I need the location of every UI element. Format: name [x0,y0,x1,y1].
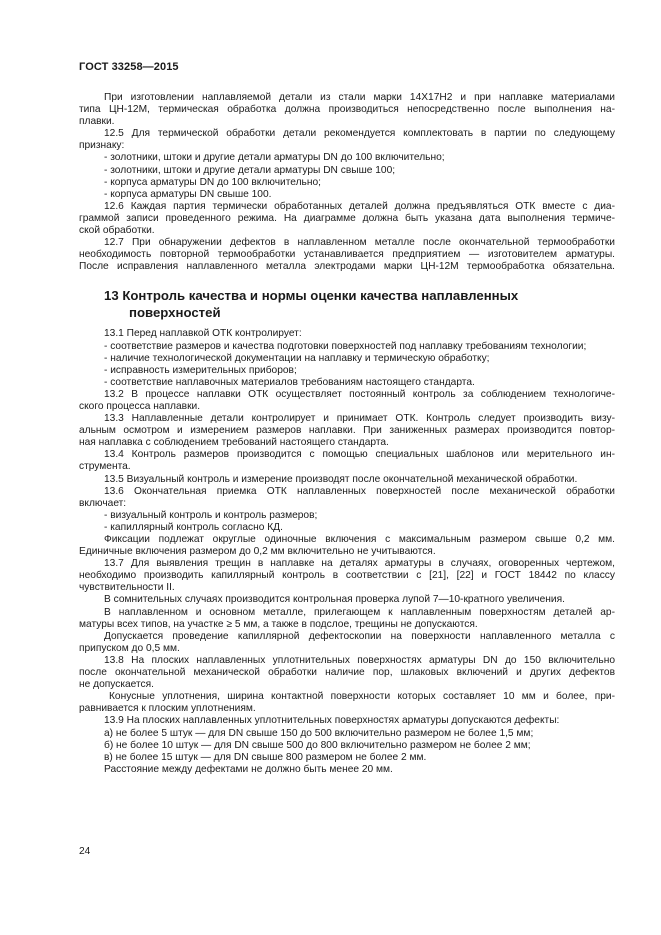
document-header: ГОСТ 33258—2015 [79,61,179,73]
text-line: чувствительности II. [79,582,175,594]
text-line: матуры всех типов, на участке ≥ 5 мм, а также в подслое, трещины не допускаются. [79,618,478,630]
text-line: Конусные уплотнения, ширина контактной поверхности которых составляет 10 мм и более, при- [109,691,615,703]
text-line: После исправления наплавленного металла электродами марки ЦН-12М термообработка обязательна. [79,261,615,273]
list-item: - соответствие размеров и качества подготовки поверхностей под наплавку требованиям технологии; [104,340,587,352]
text-line: При изготовлении наплавляемой детали из стали марки 14Х17Н2 и при наплавке материалами [104,92,615,103]
text-line: 13.1 Перед наплавкой ОТК контролирует: [104,328,302,340]
text-line: 12.7 При обнаружении дефектов в наплавленном металле после окончательной термообработки [104,237,615,249]
text-line: 13.5 Визуальный контроль и измерение производят после окончательной механической обработки. [104,473,578,485]
list-item: а) не более 5 штук — для DN свыше 150 до 500 включительно размером не более 1,5 мм; [104,727,534,739]
text-line: ской обработки. [79,225,155,237]
text-line: Фиксации подлежат округлые одиночные включения с максимальным размером свыше 0,2 мм. [104,534,615,545]
text-line: необходимо производить капиллярный контроль в соответствии с [21], [22] и ГОСТ 18442 по классу [79,570,615,582]
text-line: 13.3 Наплавленные детали контролирует и принимает ОТК. Контроль следует производить визу- [104,413,615,425]
text-line: граммой записи проведенного режима. На диаграмме должна быть указана дата выполнения термиче- [79,212,615,224]
list-item: - корпуса арматуры DN до 100 включительно; [104,176,321,188]
section-heading [79,287,615,321]
text-line: равнивается к плоским уплотнениям. [79,703,256,715]
list-item: - корпуса арматуры DN свыше 100. [104,188,272,200]
text-line: В наплавленном и основном металле, прилегающем к наплавленным поверхностям деталей ар- [104,606,615,618]
text-line: 13.9 На плоских наплавленных уплотнительных поверхностях арматуры допускаются дефекты: [104,715,560,727]
text-line: Допускается проведение капиллярной дефектоскопии на поверхности наплавленного металла с [104,630,615,642]
text-line: Единичные включения размером до 0,2 мм включительно не учитываются. [79,546,436,558]
text-line: альным осмотром и измерением размеров наплавки. При заниженных размерах производится повтор- [79,425,615,437]
text-line: признаку: [79,140,125,152]
text-line: Расстояние между дефектами не должно быть менее 20 мм. [104,763,393,775]
text-line: 13.4 Контроль размеров производится с помощью специальных шаблонов или мерительного ин- [104,449,615,461]
section-title-line: 13 Контроль качества и нормы оценки качества наплавленных [104,288,519,304]
list-item: б) не более 10 штук — для DN свыше 500 до 800 включительно размером не более 2 мм; [104,739,531,751]
list-item: - капиллярный контроль согласно КД. [104,521,283,533]
list-item: - наличие технологической документации на наплавку и термическую обработку; [104,352,490,364]
text-line: ная наплавка с соблюдением требований настоящего стандарта. [79,437,389,449]
list-item: - исправность измерительных приборов; [104,364,297,376]
text-line: 12.5 Для термической обработки детали рекомендуется комплектовать в партии по следующему [104,128,615,140]
list-item: - золотники, штоки и другие детали арматуры DN свыше 100; [104,164,396,176]
page-number: 24 [79,846,91,857]
text-line: 13.8 На плоских наплавленных уплотнительных поверхностях арматуры DN до 150 включительно [104,654,615,666]
list-item: в) не более 15 штук — для DN свыше 800 размером не более 2 мм. [104,751,427,763]
text-line: после окончательной механической обработки наличие пор, шлаковых включений и других дефектов [79,667,615,679]
text-line: В сомнительных случаях производится контрольная проверка лупой 7—10-кратного увеличения. [104,594,565,606]
section-title-line: поверхностей [129,305,221,321]
text-line: 13.6 Окончательная приемка ОТК наплавленных поверхностей после механической обработки [104,485,615,497]
list-item: - золотники, штоки и другие детали арматуры DN до 100 включительно; [104,152,445,164]
text-line: включает: [79,497,127,509]
text-line: ского процесса наплавки. [79,400,201,412]
text-line: необходимость повторной термообработки устанавливается предприятием — изготовителем арматуры. [79,249,615,261]
text-line: 13.2 В процессе наплавки ОТК осуществляет постоянный контроль за соблюдением технологиче- [104,388,615,400]
text-line: припуском до 0,5 мм. [79,642,180,654]
text-line: плавки. [79,116,115,128]
list-item: - соответствие наплавочных материалов требованиям настоящего стандарта. [104,376,475,388]
text-line: 13.7 Для выявления трещин в наплавке на деталях арматуры в случаях, оговоренных чертежом, [104,558,615,570]
text-line: типа ЦН-12М, термическая обработка должна производиться непосредственно после выполнения на- [79,104,615,116]
text-line: 12.6 Каждая партия термически обработанных деталей должна предъявляться ОТК вместе с диа- [104,200,615,212]
list-item: - визуальный контроль и контроль размеров; [104,509,318,521]
text-line: струмента. [79,461,131,473]
document-body [79,92,615,776]
text-line: не допускается. [79,679,154,691]
